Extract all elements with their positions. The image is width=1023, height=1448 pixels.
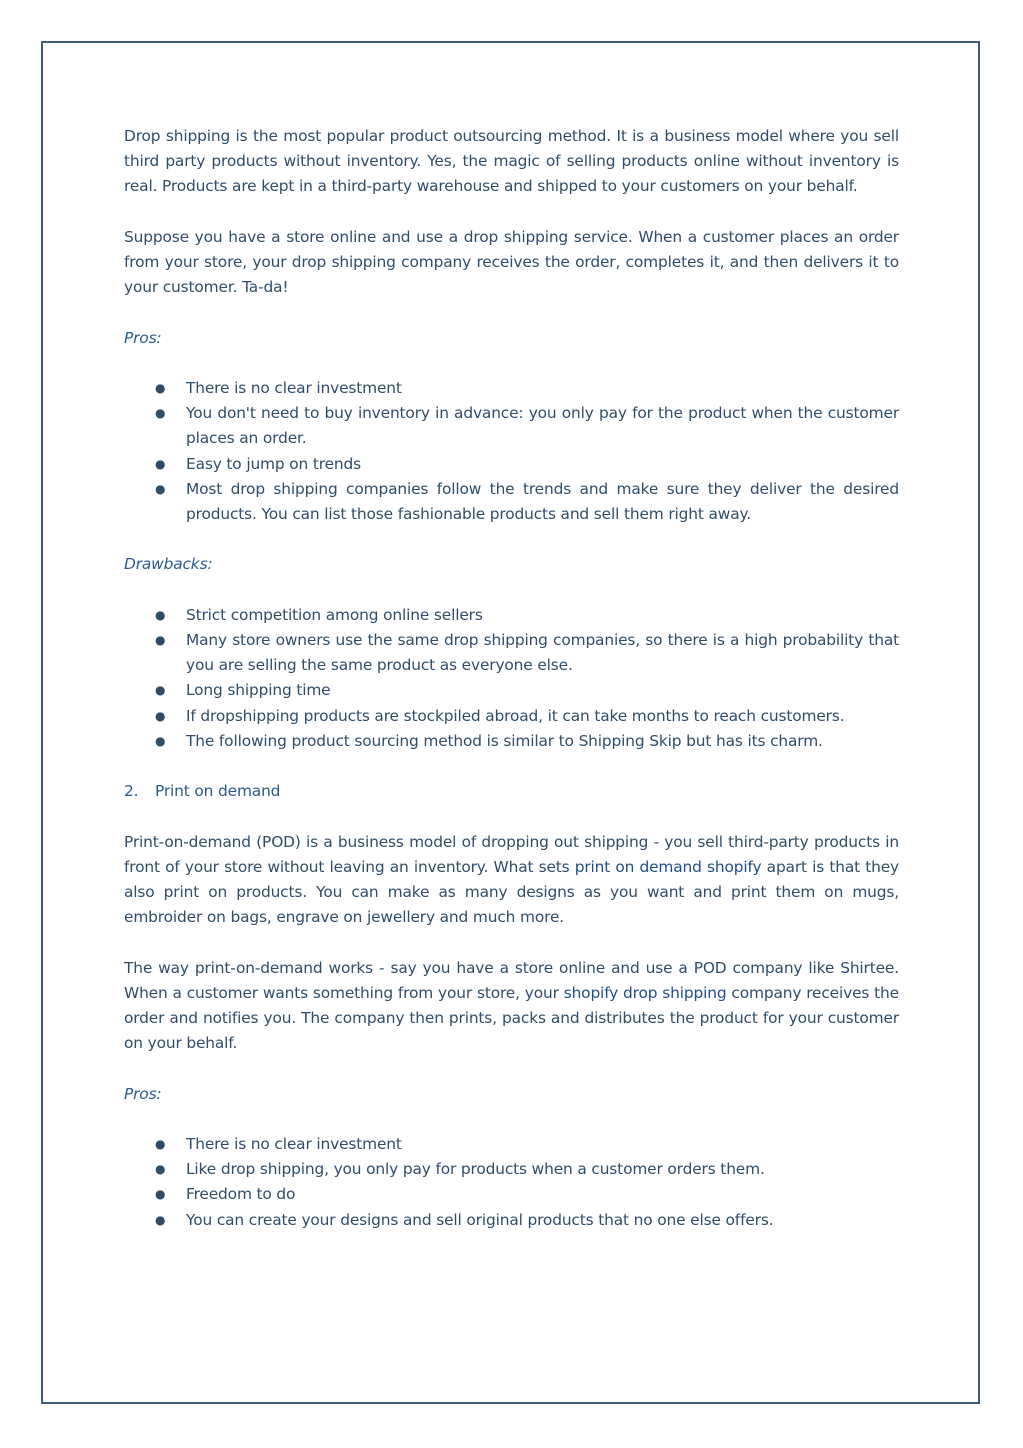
list-item: ● You can create your designs and sell original products that no one else offers. (124, 1208, 899, 1233)
list-item: ● Long shipping time (124, 678, 899, 703)
pod-how-it-works-paragraph: The way print-on-demand works - say you have a store online and use a POD company like Shirtee. When a customer wants something from your store, your shopify drop shipping company receives the order and notifies you. The company then prints, packs and distributes the product for your customer on your behalf. (124, 958, 899, 1053)
bullet-icon: ● (155, 380, 166, 395)
dropshipping-example-paragraph: Suppose you have a store online and use a drop shipping service. When a customer places an order from your store, your drop shipping company receives the order, completes it, and then delivers it to your customer. Ta-da! (124, 227, 899, 297)
list-item: ● Strict competition among online sellers (124, 603, 899, 628)
list-item: ● Easy to jump on trends (124, 452, 899, 477)
bullet-icon: ● (155, 1136, 166, 1151)
bullet-icon: ● (155, 406, 166, 421)
section-number: 2. (124, 782, 139, 801)
list-item: ● Many store owners use the same drop shipping companies, so there is a high probability that you are selling the same product as everyone else. (124, 628, 899, 678)
pod-pros-list (124, 1132, 899, 1233)
dropshipping-pros-heading: Pros: (124, 328, 162, 347)
print-on-demand-shopify-link[interactable]: print on demand shopify (574, 857, 762, 876)
dropshipping-drawbacks-list (124, 603, 899, 754)
print-on-demand-heading (124, 779, 899, 804)
document-body (124, 124, 899, 1258)
pod-pros-heading: Pros: (124, 1084, 162, 1103)
list-item: ● Like drop shipping, you only pay for products when a customer orders them. (124, 1157, 899, 1182)
bullet-icon: ● (155, 1162, 166, 1177)
list-item: ● Most drop shipping companies follow the trends and make sure they deliver the desired products. You can list those fashionable products and sell them right away. (124, 477, 899, 527)
list-item: ● If dropshipping products are stockpiled abroad, it can take months to reach customers. (124, 704, 899, 729)
list-item: ● You don't need to buy inventory in advance: you only pay for the product when the customer places an order. (124, 401, 899, 451)
bullet-icon: ● (155, 683, 166, 698)
bullet-icon: ● (155, 632, 166, 647)
dropshipping-intro-paragraph: Drop shipping is the most popular product outsourcing method. It is a business model where you sell third party products without inventory. Yes, the magic of selling products online without inventory is real. Products are kept in a third-party warehouse and shipped to your customers on your behalf. (124, 127, 899, 196)
bullet-icon: ● (155, 1187, 166, 1202)
dropshipping-pros-list (124, 376, 899, 527)
list-item: ● Freedom to do (124, 1182, 899, 1207)
bullet-icon: ● (155, 607, 166, 622)
list-item: ● There is no clear investment (124, 1132, 899, 1157)
bullet-icon: ● (155, 1212, 166, 1227)
bullet-icon: ● (155, 733, 166, 748)
list-item: ● There is no clear investment (124, 376, 899, 401)
bullet-icon: ● (155, 708, 166, 723)
section-title: Print on demand (155, 782, 281, 801)
list-item: ● The following product sourcing method is similar to Shipping Skip but has its charm. (124, 729, 899, 754)
shopify-drop-shipping-link[interactable]: shopify drop shipping (563, 983, 727, 1002)
pod-intro-paragraph: Print-on-demand (POD) is a business model of dropping out shipping - you sell third-party products in front of your store without leaving an inventory. What sets print on demand shopify apart is that they also print on products. You can make as many designs as you want and print them on mugs, embroider on bags, engrave on jewellery and much more. (124, 832, 899, 927)
dropshipping-drawbacks-heading: Drawbacks: (124, 555, 213, 574)
bullet-icon: ● (155, 456, 166, 471)
bullet-icon: ● (155, 481, 166, 496)
